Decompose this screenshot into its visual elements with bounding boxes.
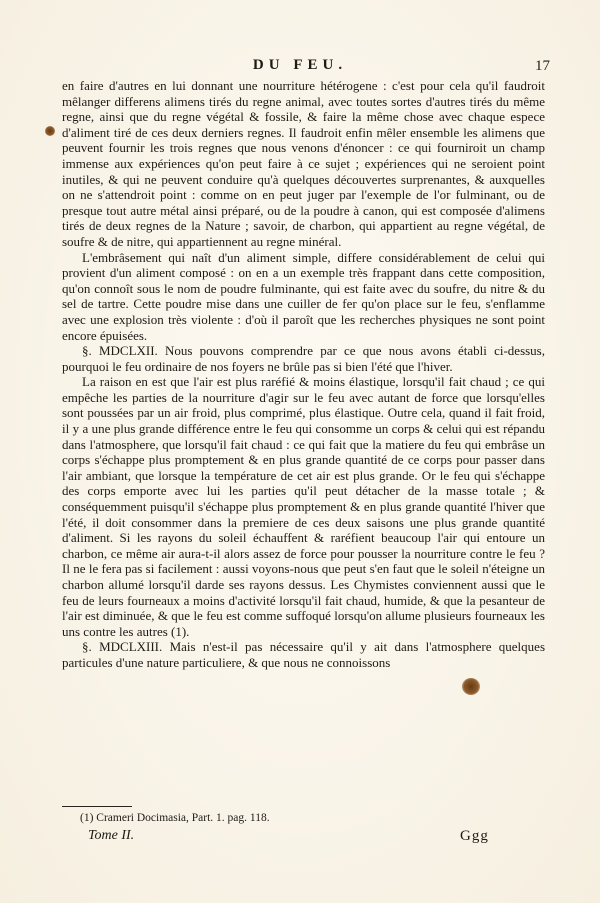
signature-mark: Ggg [460, 828, 489, 844]
running-head [0, 57, 600, 77]
ink-stain [45, 126, 55, 136]
paragraph: en faire d'autres en lui donnant une nourriture hétérogene : c'est pour cela qu'il faudroit mêlanger differens alimens tirés du regne animal, avec toutes sortes d'autres tirés du même regne, ainsi que du regne végétal & fossile, & faire la même chose avec chaque espece d'aliment tiré de ces deux derniers regnes. Il faudroit enfin mêler ensemble les alimens que peuvent fournir les trois regnes que nous venons d'énoncer : ce qui fourniroit un champ immense aux expériences qu'on peut faire à ce sujet ; expériences qui ne seroient point inutiles, & qui ne peuvent conduire qu'à quelques découvertes surprenantes, & auxquelles on ne s'attendroit point : comme on en peut juger par l'exemple de l'or fulminant, ou de presque tout autre métal ainsi préparé, ou de la poudre à canon, qui est composée d'alimens tirés de deux regnes de la Nature ; savoir, de charbon, qui appartient au regne végétal, de soufre & de nitre, qui appartiennent au regne minéral. [62, 78, 545, 249]
page-number: 17 [535, 58, 550, 74]
volume-label: Tome II. [88, 828, 135, 843]
page-footer [0, 828, 600, 848]
paragraph: §. MDCLXII. Nous pouvons comprendre par ce que nous avons établi ci-dessus, pourquoi le feu ordinaire de nos foyers ne brûle pas si bien l'été que l'hiver. [62, 343, 545, 374]
footnote-rule [62, 806, 132, 807]
paragraph: La raison en est que l'air est plus raréfié & moins élastique, lorsqu'il fait chaud ; ce qui empêche les parties de la nourriture d'agir sur le feu avec autant de force que lorsqu'elles sont poussées par un air froid, plus comprimé, plus élastique. Outre cela, quand il fait froid, il y a une plus grande différence entre le feu qui consomme un corps & celui qui est répandu dans l'atmosphere, que lorsqu'il fait chaud : ce qui fait que la matiere du feu qui embrâse un corps s'échappe plus promptement & en plus grande quantité de ce corps pour passer dans l'air ambiant, que lorsque la température de cet air est plus grande. Or le feu qui s'échappe des corps emporte avec lui les parties qu'il peut détacher de la masse totale ; & conséquemment puisqu'il s'échappe plus promptement & en plus grande quantité l'hiver que l'été, il doit consommer dans la premiere de ces deux saisons une plus grande quantité d'aliment. Si les rayons du soleil échauffent & raréfient beaucoup l'air qui entoure un charbon, ce même air aura-t-il alors assez de force pour pousser la nourriture contre le feu ? Il ne le fera pas si facilement : aussi voyons-nous que peut s'en faut que le soleil n'éteigne un charbon allumé lorsqu'il darde ses rayons dessus. Les Chymistes conviennent aussi que le feu de leurs fourneaux a moins d'activité lorsqu'il fait chaud, humide, & que la pesanteur de l'air est diminuée, & que le feu est comme suffoqué lorsqu'on allume plusieurs fourneaux les uns contre les autres (1). [62, 374, 545, 639]
body-text [62, 78, 545, 671]
running-title: DU FEU. [252, 57, 348, 73]
paragraph: §. MDCLXIII. Mais n'est-il pas nécessaire qu'il y ait dans l'atmosphere quelques particules d'une nature particuliere, & que nous ne connoissons [62, 639, 545, 670]
footnote: (1) Crameri Docimasia, Part. 1. pag. 118. [80, 812, 270, 824]
ink-stain [462, 678, 480, 695]
paragraph: L'embrâsement qui naît d'un aliment simple, differe considérablement de celui qui provient d'un aliment composé : on en a un exemple très frappant dans cette composition, qu'on connoît sous le nom de poudre fulminante, qui est faite avec du soufre, du nitre & du sel de tartre. Cette poudre mise dans une cuiller de fer qu'on place sur le feu, s'enflamme avec une explosion très violente : d'où il paroît que les recherches physiques ne sont point encore épuisées. [62, 249, 545, 343]
